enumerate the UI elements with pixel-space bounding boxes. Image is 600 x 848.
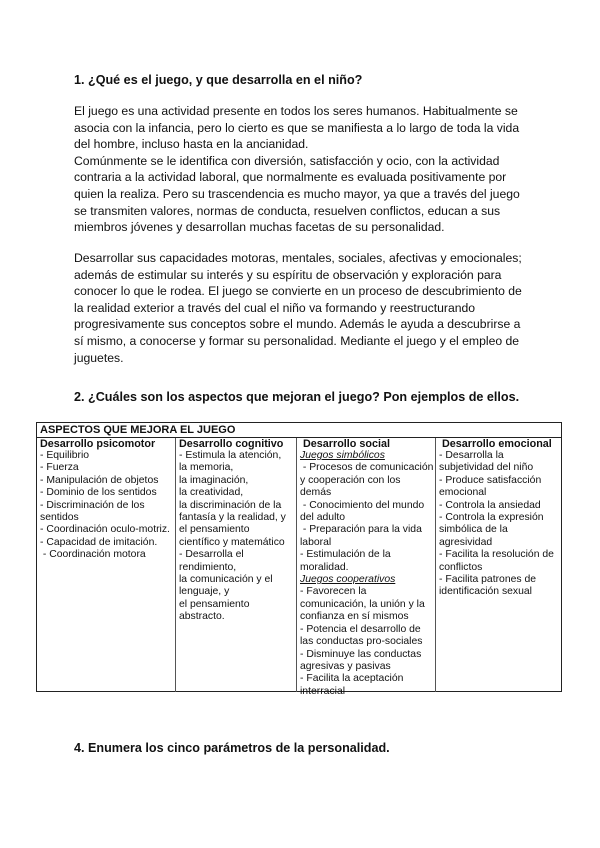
aspects-table <box>36 422 562 697</box>
column-header: Desarrollo psicomotor <box>40 438 156 450</box>
table-cell-line: demás <box>300 487 332 499</box>
table-cell-line: del adulto <box>300 512 346 524</box>
table-cell-line: comunicación, la unión y la <box>300 598 425 610</box>
table-cell-line: la imaginación, <box>179 474 249 486</box>
table-subheading: Juegos cooperativos <box>300 574 396 586</box>
text-line: Comúnmente se le identifica con diversión, satisfacción y ocio, con la actividad <box>74 153 500 168</box>
text-line: asocia con la infancia, pero lo cierto es que se manifiesta a lo largo de toda la vida <box>74 120 520 135</box>
table-cell-line: - Coordinación oculo-motriz. <box>40 524 170 536</box>
table-cell-line: - Manipulación de objetos <box>40 474 159 486</box>
text-line: quien la realiza. Pero su trascendencia es mucho mayor, ya que a través del juego <box>74 186 520 201</box>
column-header: Desarrollo cognitivo <box>179 438 284 450</box>
text-line: se transmiten valores, normas de conducta, resuelven conflictos, educan a sus <box>74 203 501 218</box>
table-cell-line: confianza en sí mismos <box>300 611 409 623</box>
table-cell-line: la creatividad, <box>179 487 244 499</box>
table-cell-line: - Desarrolla la <box>439 450 504 461</box>
column-header: Desarrollo social <box>300 438 391 450</box>
table-cell-line: subjetividad del niño <box>439 462 534 474</box>
table-cell-line: emocional <box>439 487 487 499</box>
table-column-psychomotor <box>37 438 176 692</box>
answer-1-paragraph-2 <box>74 250 528 366</box>
table-cell-line: identificación sexual <box>439 586 532 598</box>
text-line: además de estimular su interés y su espíritu de observación y exploración para <box>74 267 502 282</box>
text-line: juguetes. <box>74 350 124 365</box>
table-cell-line: lenguaje, y <box>179 586 230 598</box>
table-cell-line: - Disminuye las conductas <box>300 648 422 660</box>
table-cell-line: - Facilita patrones de <box>439 574 537 586</box>
table-column-social <box>297 438 436 697</box>
question-2-heading: 2. ¿Cuáles son los aspectos que mejoran el juego? Pon ejemplos de ellos. <box>74 390 520 404</box>
table-cell-line: - Estimula la atención, <box>179 450 282 461</box>
table-cell-line: interracial <box>300 685 346 697</box>
table-cell-line: - Facilita la resolución de <box>439 549 554 561</box>
table-subheading: Juegos simbólicos <box>300 450 385 461</box>
column-list <box>179 450 293 624</box>
table-cell-line: la discriminación de la <box>179 499 282 511</box>
text-line: la realidad exterior a través del cual el niño va formando y reestructurando <box>74 300 476 315</box>
table-title: ASPECTOS QUE MEJORA EL JUEGO <box>37 423 561 438</box>
column-list <box>40 450 172 562</box>
question-4-heading: 4. Enumera los cinco parámetros de la personalidad. <box>74 741 390 755</box>
question-1-heading: 1. ¿Qué es el juego, y que desarrolla en el niño? <box>74 73 363 87</box>
table-cell-line: - Controla la expresión <box>439 512 544 524</box>
table-cell-line: la comunicación y el <box>179 574 273 586</box>
table-cell-line: - Desarrolla el <box>179 549 244 561</box>
text-line: miembros jóvenes y desarrollan muchas facetas de su personalidad. <box>74 220 445 235</box>
table-body <box>37 438 561 697</box>
text-line: El juego es una actividad presente en todos los seres humanos. Habitualmente se <box>74 104 518 118</box>
text-line: contraria a la actividad laboral, que normalmente es evaluada positivamente por <box>74 170 507 185</box>
table-column-emotional <box>436 438 561 692</box>
table-cell-line: científico y matemático <box>179 536 285 548</box>
table-cell-line: el pensamiento <box>179 524 250 536</box>
table-cell-line: abstracto. <box>179 611 225 623</box>
table-cell-line: - Capacidad de imitación. <box>40 536 158 548</box>
table-cell-line: las conductas pro-sociales <box>300 636 423 648</box>
column-list <box>439 450 558 599</box>
table-cell-line: - Procesos de comunicación <box>300 462 434 474</box>
table-cell-line: laboral <box>300 536 332 548</box>
column-header: Desarrollo emocional <box>439 438 552 450</box>
table-cell-line: simbólica de la <box>439 524 508 536</box>
table-cell-line: fantasía y la realidad, y <box>179 512 286 524</box>
table-column-cognitive <box>176 438 297 692</box>
table-cell-line: rendimiento, <box>179 561 237 573</box>
table-cell-line: - Preparación para la vida <box>300 524 422 536</box>
table-cell-line: moralidad. <box>300 561 349 573</box>
text-line: sí mismo, a conocerse y formar su personalidad. Mediante el juego y el empleo de <box>74 333 520 348</box>
table-cell-line: - Fuerza <box>40 462 79 474</box>
column-list <box>300 450 432 698</box>
table-cell-line: - Conocimiento del mundo <box>300 499 425 511</box>
table-cell-line: sentidos <box>40 512 79 524</box>
table-cell-line: - Controla la ansiedad <box>439 499 541 511</box>
table-cell-line: - Potencia el desarrollo de <box>300 623 421 635</box>
table-cell-line: conflictos <box>439 561 483 573</box>
table-cell-line: - Dominio de los sentidos <box>40 487 157 499</box>
table-cell-line: - Produce satisfacción <box>439 474 542 486</box>
table-cell-line: y cooperación con los <box>300 474 401 486</box>
table-cell-line: agresivas y pasivas <box>300 660 391 672</box>
text-line: Desarrollar sus capacidades motoras, mentales, sociales, afectivas y emocionales; <box>74 251 522 265</box>
table-cell-line: - Facilita la aceptación <box>300 673 404 685</box>
table-cell-line: - Equilibrio <box>40 450 90 461</box>
table-cell-line: la memoria, <box>179 462 234 474</box>
text-line: conocer lo que le rodea. El juego se convierte en un proceso de descubrimiento de <box>74 284 522 299</box>
text-line: progresivamente sus conceptos sobre el mundo. Además le ayuda a descubrirse a <box>74 317 521 332</box>
table-cell-line: - Discriminación de los <box>40 499 145 511</box>
table-cell-line: el pensamiento <box>179 598 250 610</box>
text-line: del hombre, incluso hasta en la ancianidad. <box>74 137 309 152</box>
table-cell-line: agresividad <box>439 536 493 548</box>
table-cell-line: - Coordinación motora <box>40 549 146 561</box>
table-cell-line: - Favorecen la <box>300 586 367 598</box>
answer-1-paragraph-1 <box>74 103 528 236</box>
table-cell-line: - Estimulación de la <box>300 549 391 561</box>
